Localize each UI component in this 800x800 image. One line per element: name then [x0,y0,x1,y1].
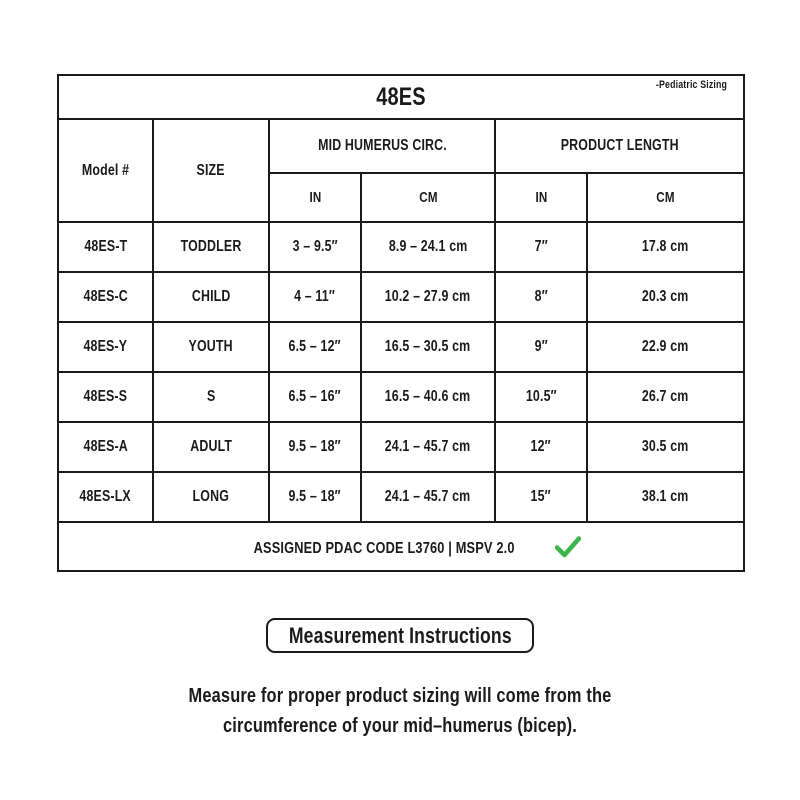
cell-size-text: YOUTH [188,338,234,355]
cell-mid-humerus-cm-text: 10.2 – 27.9 cm [385,288,471,305]
cell-mid-humerus-in-text: 6.5 – 16″ [288,388,342,405]
cell-mid-humerus-in-text: 6.5 – 12″ [288,338,342,355]
table-row [58,272,744,322]
cell-mid-humerus-in-text: 4 – 11″ [294,288,336,305]
column-header-model [58,119,153,222]
cell-size [153,222,269,272]
cell-mid-humerus-in [269,422,361,472]
cell-product-length-cm-text: 38.1 cm [642,488,689,505]
cell-product-length-cm-text: 22.9 cm [642,338,689,355]
cell-product-length-in [495,472,587,522]
cell-product-length-cm [587,372,744,422]
cell-size [153,322,269,372]
cell-product-length-cm [587,422,744,472]
pediatric-sizing-note: -Pediatric Sizing [655,79,728,91]
sizing-table [57,74,745,572]
cell-product-length-cm [587,322,744,372]
cell-mid-humerus-in [269,472,361,522]
cell-mid-humerus-in-text: 9.5 – 18″ [288,488,342,505]
cell-mid-humerus-cm-text: 16.5 – 30.5 cm [385,338,471,355]
cell-product-length-cm-text: 17.8 cm [642,238,689,255]
cell-size [153,422,269,472]
cell-model [58,372,153,422]
cell-model-text: 48ES-LX [79,488,132,505]
cell-mid-humerus-in [269,372,361,422]
instructions-line-2: circumference of your mid–humerus (bicep). [223,714,577,737]
column-header-product-length-group [495,119,744,173]
cell-product-length-in [495,372,587,422]
cell-product-length-in-text: 15″ [530,488,552,505]
column-header-mid-humerus-label: MID HUMERUS CIRC. [317,137,447,154]
column-header-mid-humerus-cm-label: CM [418,189,438,206]
pdac-code-text: ASSIGNED PDAC CODE L3760 | MSPV 2.0 [254,539,516,557]
table-row [58,422,744,472]
table-footer-row [58,522,744,571]
cell-product-length-cm [587,472,744,522]
cell-size [153,372,269,422]
cell-product-length-in-text: 10.5″ [525,388,557,405]
cell-model-text: 48ES-T [84,238,127,255]
cell-model [58,422,153,472]
cell-product-length-cm-text: 26.7 cm [642,388,689,405]
cell-model [58,272,153,322]
cell-mid-humerus-cm-text: 16.5 – 40.6 cm [385,388,471,405]
cell-mid-humerus-cm [361,372,495,422]
cell-product-length-cm [587,222,744,272]
column-header-size-label: SIZE [196,161,226,179]
column-header-product-length-label: PRODUCT LENGTH [560,137,679,154]
instructions-line-1: Measure for proper product sizing will come from the [188,684,612,707]
column-header-mid-humerus-group [269,119,495,173]
cell-model-text: 48ES-A [83,438,128,455]
cell-model-text: 48ES-S [83,388,128,405]
cell-product-length-cm-text: 20.3 cm [642,288,689,305]
cell-product-length-cm [587,272,744,322]
column-header-product-length-in-label: IN [535,189,547,206]
cell-size-text: CHILD [191,288,231,305]
measurement-instructions-heading-label: Measurement Instructions [288,622,512,648]
cell-model-text: 48ES-Y [83,338,128,355]
cell-mid-humerus-in [269,222,361,272]
table-row [58,322,744,372]
table-title-row [58,75,744,119]
cell-size-text: LONG [192,488,230,505]
cell-mid-humerus-in-text: 9.5 – 18″ [288,438,342,455]
sizing-chart [57,74,743,572]
cell-product-length-in [495,422,587,472]
column-header-mid-humerus-in-label: IN [309,189,321,206]
cell-mid-humerus-cm [361,322,495,372]
column-header-product-length-in [495,173,587,222]
column-header-mid-humerus-cm [361,173,495,222]
cell-size-text: TODDLER [180,238,242,255]
cell-size [153,272,269,322]
measurement-instructions-body [100,681,700,741]
pdac-code-cell [58,522,744,571]
column-header-product-length-cm-label: CM [656,189,675,206]
cell-product-length-in-text: 7″ [534,238,548,255]
check-icon [555,536,581,558]
table-row [58,372,744,422]
cell-model-text: 48ES-C [83,288,128,305]
cell-mid-humerus-cm-text: 24.1 – 45.7 cm [385,488,471,505]
cell-mid-humerus-cm [361,422,495,472]
cell-product-length-in [495,222,587,272]
table-row [58,472,744,522]
cell-product-length-cm-text: 30.5 cm [642,438,689,455]
cell-mid-humerus-in [269,322,361,372]
cell-model [58,222,153,272]
cell-product-length-in [495,322,587,372]
cell-product-length-in-text: 8″ [534,288,548,305]
measurement-instructions-heading [266,618,534,653]
cell-model [58,322,153,372]
table-title-cell [58,75,744,119]
cell-mid-humerus-cm-text: 8.9 – 24.1 cm [388,238,468,255]
cell-product-length-in-text: 12″ [530,438,552,455]
cell-mid-humerus-cm [361,472,495,522]
page-title: 48ES [376,82,426,111]
column-header-model-label: Model # [81,161,130,179]
cell-size-text: S [206,388,216,405]
cell-mid-humerus-cm [361,222,495,272]
cell-mid-humerus-cm-text: 24.1 – 45.7 cm [385,438,471,455]
cell-product-length-in [495,272,587,322]
cell-model [58,472,153,522]
cell-mid-humerus-in-text: 3 – 9.5″ [292,238,338,255]
column-header-mid-humerus-in [269,173,361,222]
column-header-product-length-cm [587,173,744,222]
cell-size-text: ADULT [190,438,232,455]
cell-product-length-in-text: 9″ [534,338,548,355]
cell-mid-humerus-in [269,272,361,322]
table-row [58,222,744,272]
cell-mid-humerus-cm [361,272,495,322]
column-header-size [153,119,269,222]
table-header-group-row [58,119,744,173]
cell-size [153,472,269,522]
